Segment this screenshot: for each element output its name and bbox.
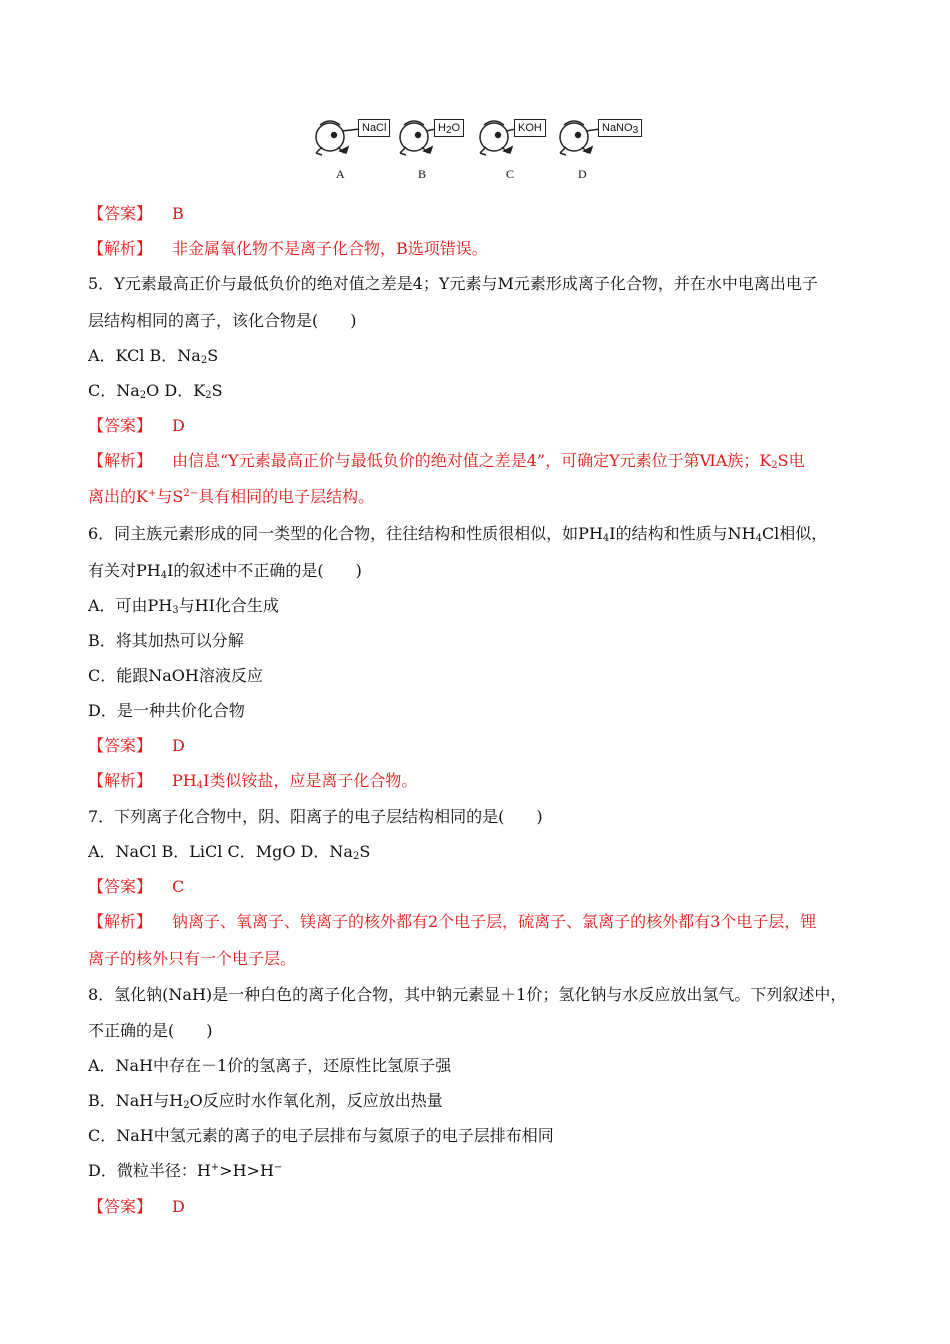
q4-analysis: [88, 239, 488, 259]
figure-label-a: A: [336, 167, 345, 181]
figure-label-d: D: [578, 167, 587, 181]
analysis-label: 【解析】: [88, 912, 153, 931]
q8-option-b: B．NaH与$H_2O$反应时水作氧化剂，反应放出热量: [88, 1091, 443, 1111]
q8-stem-line2: 不正确的是( ): [88, 1021, 213, 1040]
answer-value: D: [172, 736, 185, 755]
q7-answer: [88, 877, 184, 897]
option-b: B．$Na_2S$: [149, 346, 219, 366]
q8-option-a: A．NaH中存在－1价的氢离子，还原性比氢原子强: [88, 1056, 452, 1075]
q6-option-b: B．将其加热可以分解: [88, 631, 244, 650]
q6-stem-line1: 6．同主族元素形成的同一类型的化合物，往往结构和性质很相似，如$PH_4I$的结构和性质与$NH_4Cl$相似，: [88, 524, 828, 544]
q8-option-c: C．NaH中氢元素的离子的电子层排布与氦原子的电子层排布相同: [88, 1126, 554, 1145]
q7-options: A．NaCl B．LiCl C．MgO D．$Na_2S$: [88, 842, 371, 862]
sign-d: NaNO$_3$: [598, 119, 642, 137]
answer-value: C: [172, 877, 185, 896]
q7-stem: 7．下列离子化合物中，阴、阳离子的电子层结构相同的是( ): [88, 807, 543, 826]
q6-stem-line2: 有关对$PH_4I$的叙述中不正确的是( ): [88, 561, 362, 581]
figure-label-c: C: [506, 167, 515, 181]
answer-value: D: [172, 416, 185, 435]
sign-a: NaCl: [358, 119, 390, 137]
figure-label-b: B: [418, 167, 427, 181]
q7-analysis-line1: 【解析】 钠离子、氧离子、镁离子的核外都有2个电子层，硫离子、氯离子的核外都有3个电子层，锂: [88, 912, 817, 931]
q5-options-cd: [88, 381, 223, 401]
answer-label: 【答案】: [88, 416, 153, 435]
option-a: A．KCl: [88, 346, 145, 365]
q6-option-d: D．是一种共价化合物: [88, 701, 245, 720]
answer-label: 【答案】: [88, 1197, 153, 1216]
q5-analysis-line2: 离出的K+与$S^{2-}$具有相同的电子层结构。: [88, 487, 375, 506]
q8-option-d: D．微粒半径：H+>H>H−: [88, 1161, 283, 1180]
q5-answer: [88, 416, 185, 436]
q5-stem-line2: 层结构相同的离子，该化合物是( ): [88, 311, 357, 330]
option-d: D．$K_2S$: [164, 381, 223, 401]
analysis-label: 【解析】: [88, 451, 153, 470]
analysis-label: 【解析】: [88, 771, 153, 790]
answer-label: 【答案】: [88, 736, 153, 755]
answer-label: 【答案】: [88, 204, 153, 223]
q8-answer: [88, 1197, 185, 1217]
answer-value: D: [172, 1197, 185, 1216]
q4-answer: [88, 204, 184, 224]
answer-value: B: [172, 204, 184, 223]
q5-analysis-line1: 【解析】 由信息“Y元素最高正价与最低负价的绝对值之差是4”，可确定Y元素位于第ⅥA族；$K_2S$电: [88, 451, 805, 471]
sign-c: KOH: [514, 119, 546, 137]
option-c: C．$Na_2O$: [88, 381, 160, 401]
compound-figure: [308, 115, 648, 185]
sign-b: $H_2O$: [434, 119, 464, 137]
q8-stem-line1: 8．氢化钠(NaH)是一种白色的离子化合物，其中钠元素显＋1价；氢化钠与水反应放出氢气。下列叙述中，: [88, 985, 847, 1004]
q5-stem-line1: 5．Y元素最高正价与最低负价的绝对值之差是4；Y元素与M元素形成离子化合物，并在水中电离出电子: [88, 274, 818, 293]
q6-answer: [88, 736, 185, 756]
q6-option-c: C．能跟NaOH溶液反应: [88, 666, 263, 685]
q6-option-a: A．可由$PH_3$与HI化合生成: [88, 596, 279, 616]
answer-label: 【答案】: [88, 877, 153, 896]
q7-analysis-line2: 离子的核外只有一个电子层。: [88, 949, 297, 968]
q5-options-ab: [88, 346, 218, 366]
q6-analysis: 【解析】 $PH_4I$类似铵盐，应是离子化合物。: [88, 771, 418, 791]
analysis-label: 【解析】: [88, 239, 153, 258]
analysis-text: 非金属氧化物不是离子化合物，B选项错误。: [172, 239, 488, 258]
